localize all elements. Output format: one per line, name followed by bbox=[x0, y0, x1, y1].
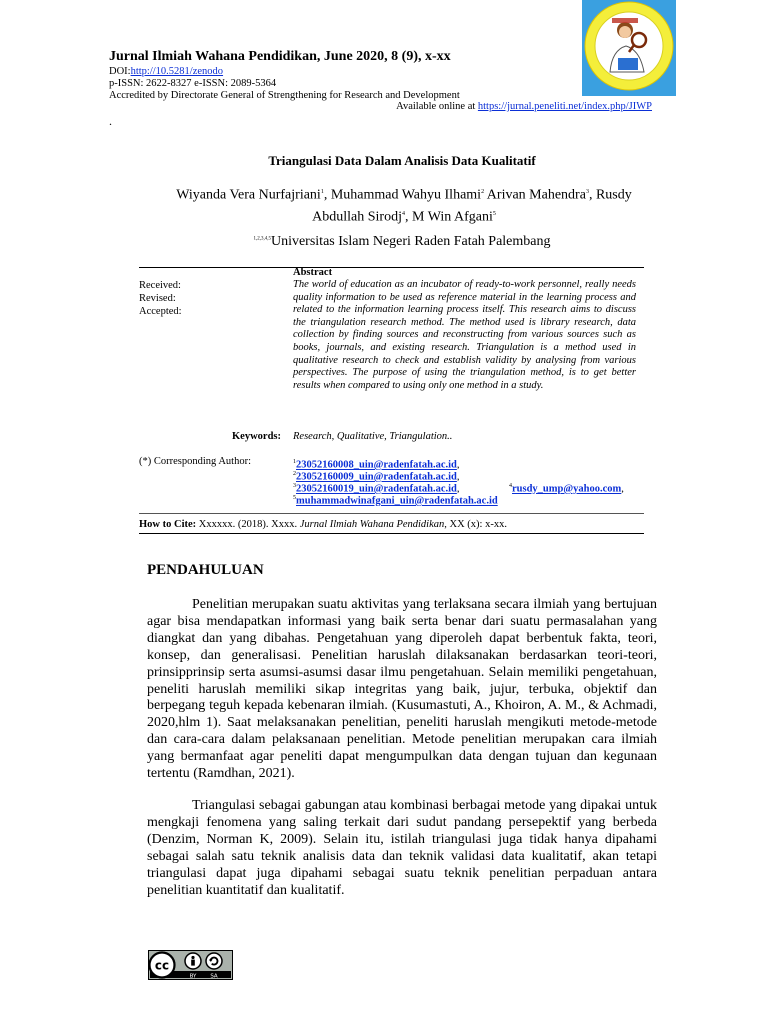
email-sep: , bbox=[456, 483, 460, 495]
divider-bottom bbox=[139, 533, 644, 534]
keywords-value: Research, Qualitative, Triangulation.. bbox=[293, 431, 453, 442]
author-sup: 1 bbox=[320, 189, 324, 195]
author-3: Arivan Mahendra bbox=[484, 187, 586, 203]
author-sup: 3 bbox=[585, 189, 589, 195]
author-2: , Muhammad Wahyu Ilhami bbox=[323, 187, 482, 203]
email-sup: 3 bbox=[293, 483, 296, 489]
email-4 bbox=[509, 480, 624, 496]
email-link[interactable]: 23052160008_uin@radenfatah.ac.id bbox=[296, 459, 457, 471]
doi-label: DOI: bbox=[109, 66, 131, 77]
author-sup: 2 bbox=[481, 189, 485, 195]
email-link[interactable]: 23052160019_uin@radenfatah.ac.id bbox=[296, 483, 457, 495]
cite-label: How to Cite: bbox=[139, 519, 197, 530]
available-label: Available online at bbox=[396, 101, 478, 112]
divider-top bbox=[139, 267, 644, 268]
revised-label: Revised: bbox=[139, 293, 176, 304]
author-1: Wiyanda Vera Nurfajriani bbox=[176, 187, 321, 203]
paper-title: Triangulasi Data Dalam Analisis Data Kualitatif bbox=[268, 153, 536, 168]
paragraph-2-text: Triangulasi sebagai gabungan atau kombinasi berbagai metode yang dipakai untuk mengkaji fenomena yang saling terkait dari sudut pandang persepektif yang berbeda (Denzim, Norman K, 2009). Selain itu, istilah triangulasi juga tidak hanya dipahami sebagai salah satu teknik analisis data dan teknik validasi data kualitatif, akan tetapi triangulasi dapat juga dipahami sebagai suatu teknik penelitian perpaduan antara penelitian kuantitatif dan kualitatif. bbox=[147, 798, 657, 898]
email-sup: 4 bbox=[509, 483, 512, 489]
journal-title: Jurnal Ilmiah Wahana Pendidikan, June 2020, 8 (9), x-xx bbox=[109, 49, 451, 64]
email-sep: , bbox=[456, 459, 460, 471]
journal-logo-icon bbox=[582, 0, 676, 96]
available-online bbox=[396, 101, 652, 112]
keywords-label: Keywords: bbox=[232, 431, 281, 442]
email-sep: , bbox=[621, 483, 624, 495]
author-5: , M Win Afgani bbox=[405, 209, 493, 225]
cite-part-a: Xxxxxx. (2018). Xxxx. bbox=[196, 519, 300, 530]
accredited-line: Accredited by Directorate General of Strengthening for Research and Development bbox=[109, 90, 460, 101]
affiliation-sup: 1,2,3,4,5 bbox=[253, 236, 271, 242]
accepted-label: Accepted: bbox=[139, 306, 182, 317]
email-sup: 5 bbox=[293, 495, 296, 501]
author-sup: 4 bbox=[402, 210, 405, 217]
affiliation bbox=[0, 234, 768, 250]
author-sup: 5 bbox=[492, 210, 496, 217]
email-sup: 2 bbox=[293, 471, 296, 477]
cc-letters: cc bbox=[154, 958, 170, 973]
abstract-heading: Abstract bbox=[293, 267, 333, 278]
cite-part-b: , XX (x): x-xx. bbox=[444, 519, 507, 530]
affiliation-name: Universitas Islam Negeri Raden Fatah Palembang bbox=[270, 234, 551, 249]
section-heading: PENDAHULUAN bbox=[147, 562, 264, 578]
cite-journal: Jurnal Ilmiah Wahana Pendidikan bbox=[299, 519, 445, 530]
email-link[interactable]: muhammadwinafgani_uin@radenfatah.ac.id bbox=[296, 495, 498, 507]
paragraph-2 bbox=[147, 798, 657, 899]
by-label: BY bbox=[189, 973, 197, 980]
doi-line bbox=[109, 66, 223, 79]
author-4-start: , Rusdy bbox=[588, 187, 632, 203]
sa-label: SA bbox=[210, 973, 218, 980]
cc-by-sa-icon bbox=[148, 950, 233, 980]
corresponding-author-label: (*) Corresponding Author: bbox=[139, 456, 251, 467]
email-sup: 1 bbox=[293, 459, 296, 465]
email-link[interactable]: 23052160009_uin@radenfatah.ac.id bbox=[296, 471, 457, 483]
received-label: Received: bbox=[139, 280, 181, 291]
how-to-cite bbox=[139, 519, 507, 530]
paragraph-1-text: Penelitian merupakan suatu aktivitas yang terlaksana secara ilmiah yang bertujuan agar bisa mendapatkan informasi yang baik serta benar dari suatu permasalahan yang diangkat dan yang dibahas. Pengetahuan yang diperoleh dapat berbentuk fakta, teori, konsep, dan generalisasi. Penelitian haruslah dilaksanakan berdasarkan teori-teori, prinsipprinsip serta asumsi-asumsi dasar ilmu pengetahuan. Selain memiliki pengetahuan, peneliti haruslah memiliki sikap integritas yang baik, jujur, terbuka, objektif dan berpegang teguh kepada kebenaran ilmiah. (Kusumastuti, A., Khoiron, A. M., & Achmadi, 2020,hlm 1). Saat melaksanakan penelitian, peneliti haruslah mengikuti metode-metode dan cara-cara dalam pelaksanaan penelitian. Metode penelitian merupakan cara ilmiah yang bermanfaat agar peneliti dapat mengumpulkan data dengan tujuan dan kegunaan tertentu (Ramdhan, 2021). bbox=[147, 597, 657, 782]
author-list bbox=[140, 183, 668, 226]
issn-line: p-ISSN: 2622-8327 e-ISSN: 2089-5364 bbox=[109, 78, 277, 89]
email-link[interactable]: rusdy_ump@yahoo.com bbox=[512, 483, 622, 495]
author-4-end: Abdullah Sirodj bbox=[312, 209, 402, 225]
email-sep: , bbox=[456, 471, 460, 483]
email-5 bbox=[293, 492, 498, 508]
paragraph-1 bbox=[147, 597, 657, 783]
abstract-text: The world of education as an incubator of ready-to-work personnel, really needs quality information to be used as reference material in the learning process and related to the information learning process itself. This research aims to discuss the triangulation research method. The method used is library research, data collection by finding sources and reconstructing from various sources such as books, journals, and existing research. Triangulation is a method used in qualitative research to check and establish validity by analysing from various perspectives. The purpose of using the triangulation method, is to get better results when compared to using only one method in a study. bbox=[293, 279, 636, 391]
doi-link[interactable]: http://10.5281/zenodo bbox=[130, 66, 224, 77]
divider-mid bbox=[139, 513, 644, 514]
journal-url-link[interactable]: https://jurnal.peneliti.net/index.php/JIWP bbox=[477, 101, 652, 112]
stray-dot: . bbox=[109, 114, 112, 128]
